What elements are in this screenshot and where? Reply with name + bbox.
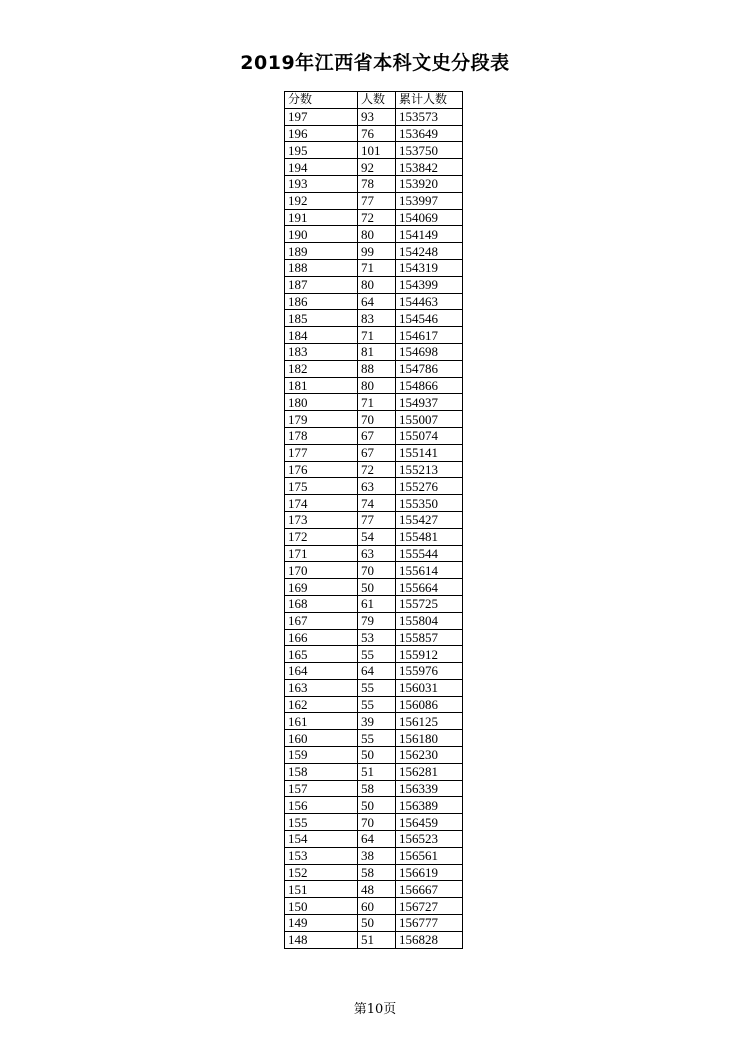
cell-count: 58 — [358, 780, 396, 797]
table-row — [285, 108, 463, 125]
cell-count: 77 — [358, 192, 396, 209]
table-row — [285, 327, 463, 344]
table-row — [285, 629, 463, 646]
cell-cumulative: 154617 — [396, 327, 463, 344]
table-row — [285, 763, 463, 780]
cell-count: 58 — [358, 864, 396, 881]
cell-score: 156 — [285, 797, 358, 814]
cell-score: 154 — [285, 831, 358, 848]
cell-count: 78 — [358, 175, 396, 192]
table-row — [285, 696, 463, 713]
cell-cumulative: 156125 — [396, 713, 463, 730]
cell-count: 55 — [358, 646, 396, 663]
table-row — [285, 814, 463, 831]
cell-cumulative: 156561 — [396, 847, 463, 864]
cell-count: 64 — [358, 293, 396, 310]
cell-count: 93 — [358, 108, 396, 125]
cell-cumulative: 156339 — [396, 780, 463, 797]
cell-count: 54 — [358, 528, 396, 545]
cell-count: 80 — [358, 377, 396, 394]
cell-cumulative: 154248 — [396, 243, 463, 260]
cell-score: 185 — [285, 310, 358, 327]
table-row — [285, 595, 463, 612]
table-row — [285, 747, 463, 764]
table-row — [285, 915, 463, 932]
cell-cumulative: 154698 — [396, 343, 463, 360]
header-cumulative: 累计人数 — [396, 92, 463, 109]
cell-cumulative: 156777 — [396, 915, 463, 932]
cell-cumulative: 155857 — [396, 629, 463, 646]
cell-count: 61 — [358, 595, 396, 612]
cell-cumulative: 155544 — [396, 545, 463, 562]
cell-count: 50 — [358, 797, 396, 814]
cell-score: 159 — [285, 747, 358, 764]
cell-count: 99 — [358, 243, 396, 260]
table-row — [285, 175, 463, 192]
cell-score: 165 — [285, 646, 358, 663]
cell-cumulative: 154463 — [396, 293, 463, 310]
cell-cumulative: 154546 — [396, 310, 463, 327]
table-row — [285, 579, 463, 596]
cell-count: 72 — [358, 209, 396, 226]
cell-count: 63 — [358, 545, 396, 562]
table-row — [285, 125, 463, 142]
cell-score: 184 — [285, 327, 358, 344]
cell-count: 53 — [358, 629, 396, 646]
table-row — [285, 226, 463, 243]
cell-cumulative: 156667 — [396, 881, 463, 898]
cell-cumulative: 154319 — [396, 259, 463, 276]
cell-cumulative: 155614 — [396, 562, 463, 579]
table-header-row — [285, 92, 463, 109]
cell-score: 179 — [285, 411, 358, 428]
cell-score: 175 — [285, 478, 358, 495]
cell-score: 183 — [285, 343, 358, 360]
cell-score: 191 — [285, 209, 358, 226]
cell-count: 51 — [358, 763, 396, 780]
cell-count: 38 — [358, 847, 396, 864]
cell-cumulative: 155481 — [396, 528, 463, 545]
cell-score: 186 — [285, 293, 358, 310]
cell-cumulative: 156459 — [396, 814, 463, 831]
table-row — [285, 511, 463, 528]
cell-score: 188 — [285, 259, 358, 276]
table-row — [285, 310, 463, 327]
cell-score: 176 — [285, 461, 358, 478]
cell-score: 195 — [285, 142, 358, 159]
cell-score: 164 — [285, 663, 358, 680]
table-row — [285, 142, 463, 159]
cell-cumulative: 156727 — [396, 898, 463, 915]
cell-score: 173 — [285, 511, 358, 528]
cell-cumulative: 156389 — [396, 797, 463, 814]
table-row — [285, 528, 463, 545]
cell-cumulative: 154937 — [396, 394, 463, 411]
page-number: 第10页 — [353, 1002, 397, 1017]
cell-cumulative: 156619 — [396, 864, 463, 881]
cell-score: 194 — [285, 159, 358, 176]
cell-score: 177 — [285, 444, 358, 461]
cell-score: 172 — [285, 528, 358, 545]
cell-count: 55 — [358, 679, 396, 696]
cell-cumulative: 153649 — [396, 125, 463, 142]
table-row — [285, 562, 463, 579]
cell-cumulative: 153920 — [396, 175, 463, 192]
cell-cumulative: 155912 — [396, 646, 463, 663]
cell-score: 162 — [285, 696, 358, 713]
cell-cumulative: 156086 — [396, 696, 463, 713]
table-row — [285, 730, 463, 747]
cell-count: 64 — [358, 663, 396, 680]
table-row — [285, 478, 463, 495]
table-row — [285, 276, 463, 293]
cell-score: 169 — [285, 579, 358, 596]
cell-count: 88 — [358, 360, 396, 377]
cell-score: 163 — [285, 679, 358, 696]
cell-score: 189 — [285, 243, 358, 260]
cell-cumulative: 155213 — [396, 461, 463, 478]
cell-score: 150 — [285, 898, 358, 915]
cell-count: 77 — [358, 511, 396, 528]
table-row — [285, 646, 463, 663]
cell-count: 67 — [358, 427, 396, 444]
table-row — [285, 394, 463, 411]
cell-count: 70 — [358, 814, 396, 831]
score-table — [284, 91, 463, 949]
cell-cumulative: 153997 — [396, 192, 463, 209]
cell-count: 101 — [358, 142, 396, 159]
cell-score: 158 — [285, 763, 358, 780]
table-row — [285, 931, 463, 948]
table-row — [285, 864, 463, 881]
cell-score: 192 — [285, 192, 358, 209]
cell-score: 171 — [285, 545, 358, 562]
cell-count: 50 — [358, 579, 396, 596]
cell-count: 70 — [358, 562, 396, 579]
cell-cumulative: 155725 — [396, 595, 463, 612]
cell-cumulative: 154866 — [396, 377, 463, 394]
cell-count: 70 — [358, 411, 396, 428]
cell-count: 50 — [358, 747, 396, 764]
cell-score: 190 — [285, 226, 358, 243]
cell-count: 50 — [358, 915, 396, 932]
cell-cumulative: 154069 — [396, 209, 463, 226]
cell-count: 79 — [358, 612, 396, 629]
cell-cumulative: 156828 — [396, 931, 463, 948]
cell-cumulative: 154399 — [396, 276, 463, 293]
cell-count: 63 — [358, 478, 396, 495]
cell-count: 55 — [358, 696, 396, 713]
table-row — [285, 444, 463, 461]
cell-count: 81 — [358, 343, 396, 360]
cell-cumulative: 155664 — [396, 579, 463, 596]
cell-count: 67 — [358, 444, 396, 461]
table-row — [285, 831, 463, 848]
cell-count: 48 — [358, 881, 396, 898]
cell-count: 60 — [358, 898, 396, 915]
table-row — [285, 243, 463, 260]
table-row — [285, 612, 463, 629]
cell-count: 51 — [358, 931, 396, 948]
cell-score: 157 — [285, 780, 358, 797]
cell-score: 153 — [285, 847, 358, 864]
cell-score: 174 — [285, 495, 358, 512]
table-row — [285, 411, 463, 428]
cell-count: 80 — [358, 226, 396, 243]
cell-score: 180 — [285, 394, 358, 411]
cell-cumulative: 155427 — [396, 511, 463, 528]
table-row — [285, 209, 463, 226]
cell-score: 196 — [285, 125, 358, 142]
cell-score: 155 — [285, 814, 358, 831]
cell-cumulative: 154786 — [396, 360, 463, 377]
cell-score: 161 — [285, 713, 358, 730]
cell-count: 39 — [358, 713, 396, 730]
cell-cumulative: 155976 — [396, 663, 463, 680]
page-title: 2019年江西省本科文史分段表 — [240, 52, 510, 74]
cell-cumulative: 156281 — [396, 763, 463, 780]
cell-score: 148 — [285, 931, 358, 948]
cell-count: 71 — [358, 394, 396, 411]
cell-count: 71 — [358, 259, 396, 276]
table-row — [285, 159, 463, 176]
header-count: 人数 — [358, 92, 396, 109]
cell-score: 149 — [285, 915, 358, 932]
cell-cumulative: 155074 — [396, 427, 463, 444]
cell-count: 83 — [358, 310, 396, 327]
table-row — [285, 780, 463, 797]
table-row — [285, 797, 463, 814]
cell-count: 55 — [358, 730, 396, 747]
cell-cumulative: 153842 — [396, 159, 463, 176]
cell-score: 168 — [285, 595, 358, 612]
cell-cumulative: 155350 — [396, 495, 463, 512]
cell-cumulative: 155276 — [396, 478, 463, 495]
cell-score: 187 — [285, 276, 358, 293]
cell-score: 181 — [285, 377, 358, 394]
cell-score: 152 — [285, 864, 358, 881]
table-row — [285, 898, 463, 915]
cell-cumulative: 156523 — [396, 831, 463, 848]
cell-cumulative: 155007 — [396, 411, 463, 428]
cell-count: 80 — [358, 276, 396, 293]
cell-cumulative: 153750 — [396, 142, 463, 159]
table-row — [285, 192, 463, 209]
table-row — [285, 293, 463, 310]
table-body — [285, 108, 463, 948]
table-row — [285, 360, 463, 377]
cell-count: 71 — [358, 327, 396, 344]
table-row — [285, 495, 463, 512]
cell-score: 170 — [285, 562, 358, 579]
cell-score: 166 — [285, 629, 358, 646]
cell-cumulative: 154149 — [396, 226, 463, 243]
table-row — [285, 545, 463, 562]
cell-cumulative: 155804 — [396, 612, 463, 629]
table-row — [285, 679, 463, 696]
cell-count: 76 — [358, 125, 396, 142]
cell-score: 167 — [285, 612, 358, 629]
cell-score: 193 — [285, 175, 358, 192]
cell-score: 151 — [285, 881, 358, 898]
cell-count: 74 — [358, 495, 396, 512]
cell-cumulative: 153573 — [396, 108, 463, 125]
cell-score: 160 — [285, 730, 358, 747]
table-row — [285, 259, 463, 276]
header-score: 分数 — [285, 92, 358, 109]
table-row — [285, 377, 463, 394]
table-row — [285, 343, 463, 360]
table-row — [285, 461, 463, 478]
cell-cumulative: 156230 — [396, 747, 463, 764]
table-row — [285, 427, 463, 444]
cell-cumulative: 156180 — [396, 730, 463, 747]
cell-score: 182 — [285, 360, 358, 377]
table-row — [285, 713, 463, 730]
cell-count: 72 — [358, 461, 396, 478]
table-row — [285, 663, 463, 680]
cell-cumulative: 155141 — [396, 444, 463, 461]
cell-cumulative: 156031 — [396, 679, 463, 696]
table-row — [285, 881, 463, 898]
cell-score: 178 — [285, 427, 358, 444]
table-row — [285, 847, 463, 864]
cell-count: 92 — [358, 159, 396, 176]
cell-count: 64 — [358, 831, 396, 848]
cell-score: 197 — [285, 108, 358, 125]
